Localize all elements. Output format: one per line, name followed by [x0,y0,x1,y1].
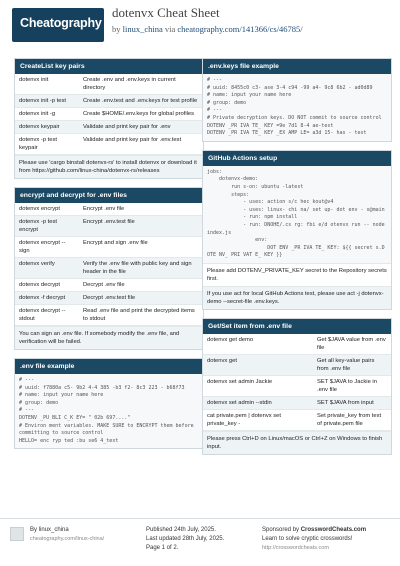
command: dotenvx get demo [207,336,254,343]
table-row [15,203,203,216]
logo-text: Cheatography [20,16,102,30]
cli-section [14,58,204,179]
table-row [15,134,203,155]
footer-author-link[interactable]: linux_china [38,527,69,533]
footer-author-line [30,526,104,535]
byline-prefix: by [112,24,121,34]
description: Create .env.test and .env.keys for test profile [83,98,198,104]
command: dotenvx keypair [19,124,60,130]
command: dotenvx verify [19,261,55,267]
command: dotenvx -p test encrypt [19,219,58,233]
command: dotenvx set admin Jackie [207,378,273,385]
author-avatar[interactable] [10,527,24,541]
table-row [15,279,203,292]
encrypt-section [14,187,204,350]
command: dotenvx init -g [19,111,56,117]
footer-updated: Last updated 28th July, 2025. [146,536,225,542]
sheet-url-link[interactable]: cheatography.com/141366/cs/46785/ [177,24,303,34]
byline-via: via [164,24,176,34]
cheatography-logo[interactable] [12,8,104,42]
description: Create .env and .env.keys in current directory [83,77,176,91]
github-actions-code[interactable]: jobs: dotenvx-demo: run s-on: ubuntu -latest steps: - uses: action s/c hec kout@v4 - uses: linux- chi na/ set up- dot env - x@main - run: npm install - run: DNOHE/.cs rg: fbi e/d otenvx run -- node index.js env: DOT ENV _PR IVA TE_ KEY: ${{ secret s.D OTE NV_ PRI VAT E_ KEY }} [203,166,391,263]
description: Get $JAVA value from .env file [317,336,386,351]
footer-author-url[interactable]: cheatography.com/linux-china/ [30,536,105,542]
footer-sponsor-url[interactable]: http://crosswordcheats.com [262,545,329,551]
table-row [203,355,391,376]
github-actions-note-1: Please add DOTENV_PRIVATE_KEY secret to the Repository secrets first. [203,263,391,286]
cli-heading: CreateList key pairs [15,59,203,74]
description: SET $JAVA from input [317,399,374,406]
github-actions-heading: GitHub Actions setup [203,151,391,166]
env-keys-heading: .env.keys file example [203,59,391,74]
table-row [203,334,391,355]
table-row [15,237,203,258]
get-set-section [202,318,392,455]
encrypt-note: You can sign an .env file. If somebody modify the .env file, and verification will be failed. [15,326,203,349]
table-row [203,376,391,397]
description: SET $JAVA to Jackie in .env file [317,378,377,393]
get-set-note: Please press Ctrl+D on Linux/macOS or Ctrl+Z on Windows to finish input. [203,431,391,454]
table-row [15,216,203,237]
left-column [14,58,204,457]
description: Read .env file and print the decrypted items to stdout [83,308,195,322]
description: Get all key-value pairs from .env file [317,357,375,372]
footer-by-label: By [30,527,38,533]
description: Create $HOME/.env.keys for global profiles [83,111,195,117]
page-footer [0,518,400,566]
env-keys-code[interactable]: # --- # uuid: 8455c0 c3- ase 3-4 c94 -99 a4- 9c8 6b2 - ad0d89 # name: input your name here # group: demo # --- # Private decryption keys. DO NOT commit to source control DOTENV _PR IVA TE_ KEY =9e 7d1 8-4 ae-test DOTENV _PR IVA TE_ KEY _EX AMP LE= a3d 15- has - test [203,74,391,141]
footer-page: Page 1 of 2. [146,545,179,551]
command: dotenvx init -p test [19,98,67,104]
table-row [15,121,203,134]
right-column [202,58,392,463]
footer-published: Published 24th July, 2025. [146,527,216,533]
author-link[interactable]: linux_china [122,24,163,34]
cli-table [15,74,203,155]
description: Validate and print key pair for .env.test [83,137,182,143]
footer-sponsor-link[interactable]: CrosswordCheats.com [300,527,367,533]
description: Validate and print key pair for .env [83,124,171,130]
description: Encrypt and sign .env file [83,240,148,246]
description: Decrypt .env file [83,282,125,288]
github-actions-section [202,150,392,310]
description: Encrypt .env.test file [83,219,135,225]
description: Verify the .env file with public key and sign header in the file [83,261,192,275]
env-keys-section [202,58,392,142]
command: cat private.pem | dotenvx set private_key - [207,412,282,427]
command: dotenvx init [19,77,49,83]
command: dotenvx -f decrypt [19,295,66,301]
env-file-section [14,358,204,449]
footer-sponsor-prefix: Sponsored by [262,527,300,533]
command: dotenvx decrypt --stdout [19,308,66,322]
table-row [15,95,203,108]
command: dotenvx decrypt [19,282,60,288]
command: dotenvx encrypt --sign [19,240,66,254]
description: Set private_key from text of private.pem file [317,412,382,427]
get-set-heading: Get/Set item from .env file [203,319,391,334]
env-file-code[interactable]: # --- # uuid: f7880a c5- 9b2 4-4 385 -b3 f2- 8c3 223 - b68f73 # name: input your name here # group: demo # --- DOTENV _PU BLI C_K EY= " 02b 697...." # Environ ment variables. MAKE SURE to ENCRYPT them before committing to source control HELLO= enc ryp ted :bu se6 4_text [15,374,203,448]
page-header [0,0,400,50]
command: dotenvx get [207,357,237,364]
cli-note: Please use 'cargo binstall dotenvx-rs' to install dotenvx or download it from https://github.com/linux-china/dotenvx-rs/releases [15,155,203,178]
byline [112,24,303,34]
footer-sponsor-tagline: Learn to solve cryptic crosswords! [262,536,353,542]
encrypt-heading: encrypt and decrypt for .env files [15,188,203,203]
encrypt-table [15,203,203,326]
table-row [15,258,203,279]
command: dotenvx -p test keypair [19,137,58,151]
description: Encrypt .env file [83,206,125,212]
page-title: dotenvx Cheat Sheet [112,5,220,20]
table-row [15,74,203,95]
table-row [15,292,203,305]
command: dotenvx set admin --stdin [207,399,272,406]
github-actions-note-2: If you use act for local GitHub Actions test, please use act -j dotenvx-demo --secret-file .env.keys. [203,286,391,309]
get-set-table [203,334,391,431]
table-row [203,397,391,410]
footer-dates [146,526,224,553]
footer-sponsor-line [262,526,366,535]
table-row [15,108,203,121]
table-row [203,410,391,431]
env-file-heading: .env file example [15,359,203,374]
table-row [15,305,203,326]
footer-sponsor [262,526,366,553]
footer-author [30,526,104,544]
command: dotenvx encrypt [19,206,60,212]
description: Decrypt .env.test file [83,295,136,301]
